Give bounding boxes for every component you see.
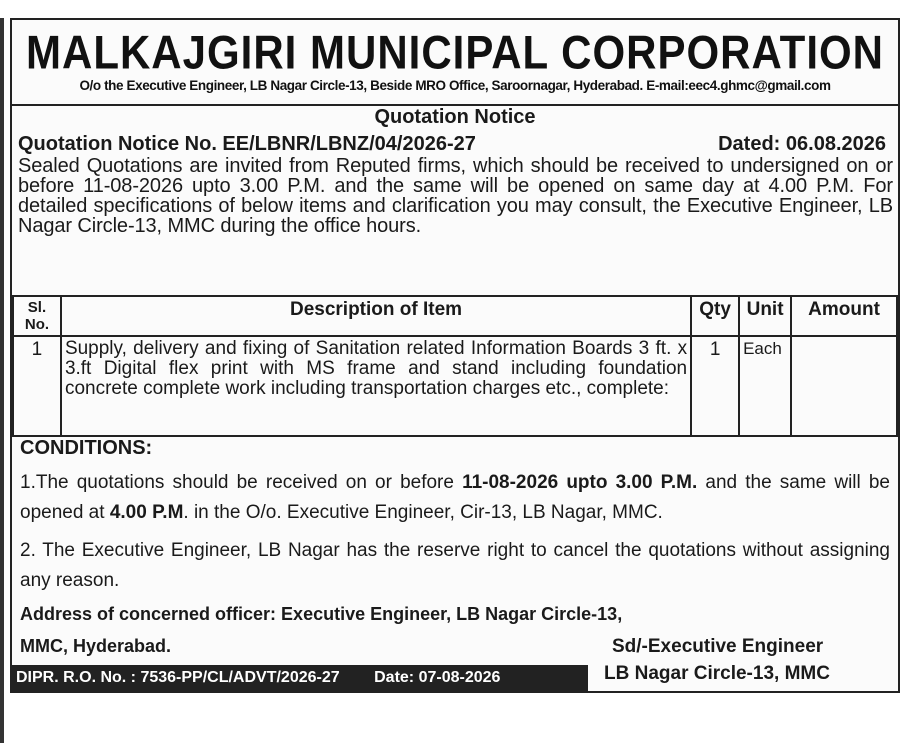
corporation-title: MALKAJGIRI MUNICIPAL CORPORATION — [26, 26, 884, 79]
items-table — [12, 295, 898, 437]
col-header-qty: Qty — [691, 296, 739, 336]
col-header-amount: Amount — [791, 296, 897, 336]
condition-1-deadline: 11-08-2026 upto 3.00 P.M. — [462, 472, 698, 493]
condition-1-opening-time: 4.00 P.M — [109, 502, 184, 523]
col-header-sl-no: Sl. No. — [13, 296, 61, 336]
col-header-description: Description of Item — [61, 296, 691, 336]
cell-qty: 1 — [691, 336, 739, 436]
condition-1 — [20, 468, 890, 528]
table-row — [13, 336, 897, 436]
notice-body: Sealed Quotations are invited from Reputed firms, which should be received to undersigned on or before 11-08-2026 upto 3.00 P.M. and the same will be opened on same day at 4.00 P.M. For detailed specifications of below items and clarification you may consult, the Executive Engineer, LB Nagar Circle-13, MMC during the office hours. — [18, 155, 893, 237]
condition-1-text-c: and the same will be opened at — [20, 472, 890, 523]
dipr-footer-band — [12, 665, 588, 691]
condition-1-text-a: 1.The quotations should be received on or before — [20, 472, 463, 493]
signature-line-2: LB Nagar Circle-13, MMC — [604, 663, 830, 684]
notice-heading: Quotation Notice — [374, 106, 536, 128]
condition-1-text-e: . in the O/o. Executive Engineer, Cir-13, LB Nagar, MMC. — [183, 502, 663, 523]
cell-description: Supply, delivery and fixing of Sanitation related Information Boards 3 ft. x 3.ft Digital flex print with MS frame and stand including foundation concrete complete work including transportation charges etc., complete: — [61, 336, 691, 436]
dipr-number: DIPR. R.O. No. : 7536-PP/CL/ADVT/2026-27 — [16, 669, 340, 686]
table-header-row — [13, 296, 897, 336]
page-edge-border — [0, 18, 4, 743]
office-address-line: O/o the Executive Engineer, LB Nagar Circle-13, Beside MRO Office, Saroornagar, Hyderabad. E-mail:eec4.ghmc@gmail.com — [79, 78, 831, 93]
cell-sl-no: 1 — [13, 336, 61, 436]
conditions-title: CONDITIONS: — [20, 437, 153, 459]
notice-number: Quotation Notice No. EE/LBNR/LBNZ/04/2026-27 — [18, 133, 476, 155]
dipr-date: Date: 07-08-2026 — [374, 669, 501, 686]
signature-line-1: Sd/-Executive Engineer — [612, 636, 824, 657]
notice-date: Dated: 06.08.2026 — [718, 133, 886, 155]
address-line-2: MMC, Hyderabad. — [20, 636, 172, 656]
cell-unit: Each — [739, 336, 791, 436]
cell-amount — [791, 336, 897, 436]
address-line-1: Address of concerned officer: Executive Engineer, LB Nagar Circle-13, — [20, 604, 623, 624]
condition-2: 2. The Executive Engineer, LB Nagar has the reserve right to cancel the quotations without assigning any reason. — [20, 540, 890, 591]
col-header-unit: Unit — [739, 296, 791, 336]
notice-frame — [10, 18, 900, 693]
